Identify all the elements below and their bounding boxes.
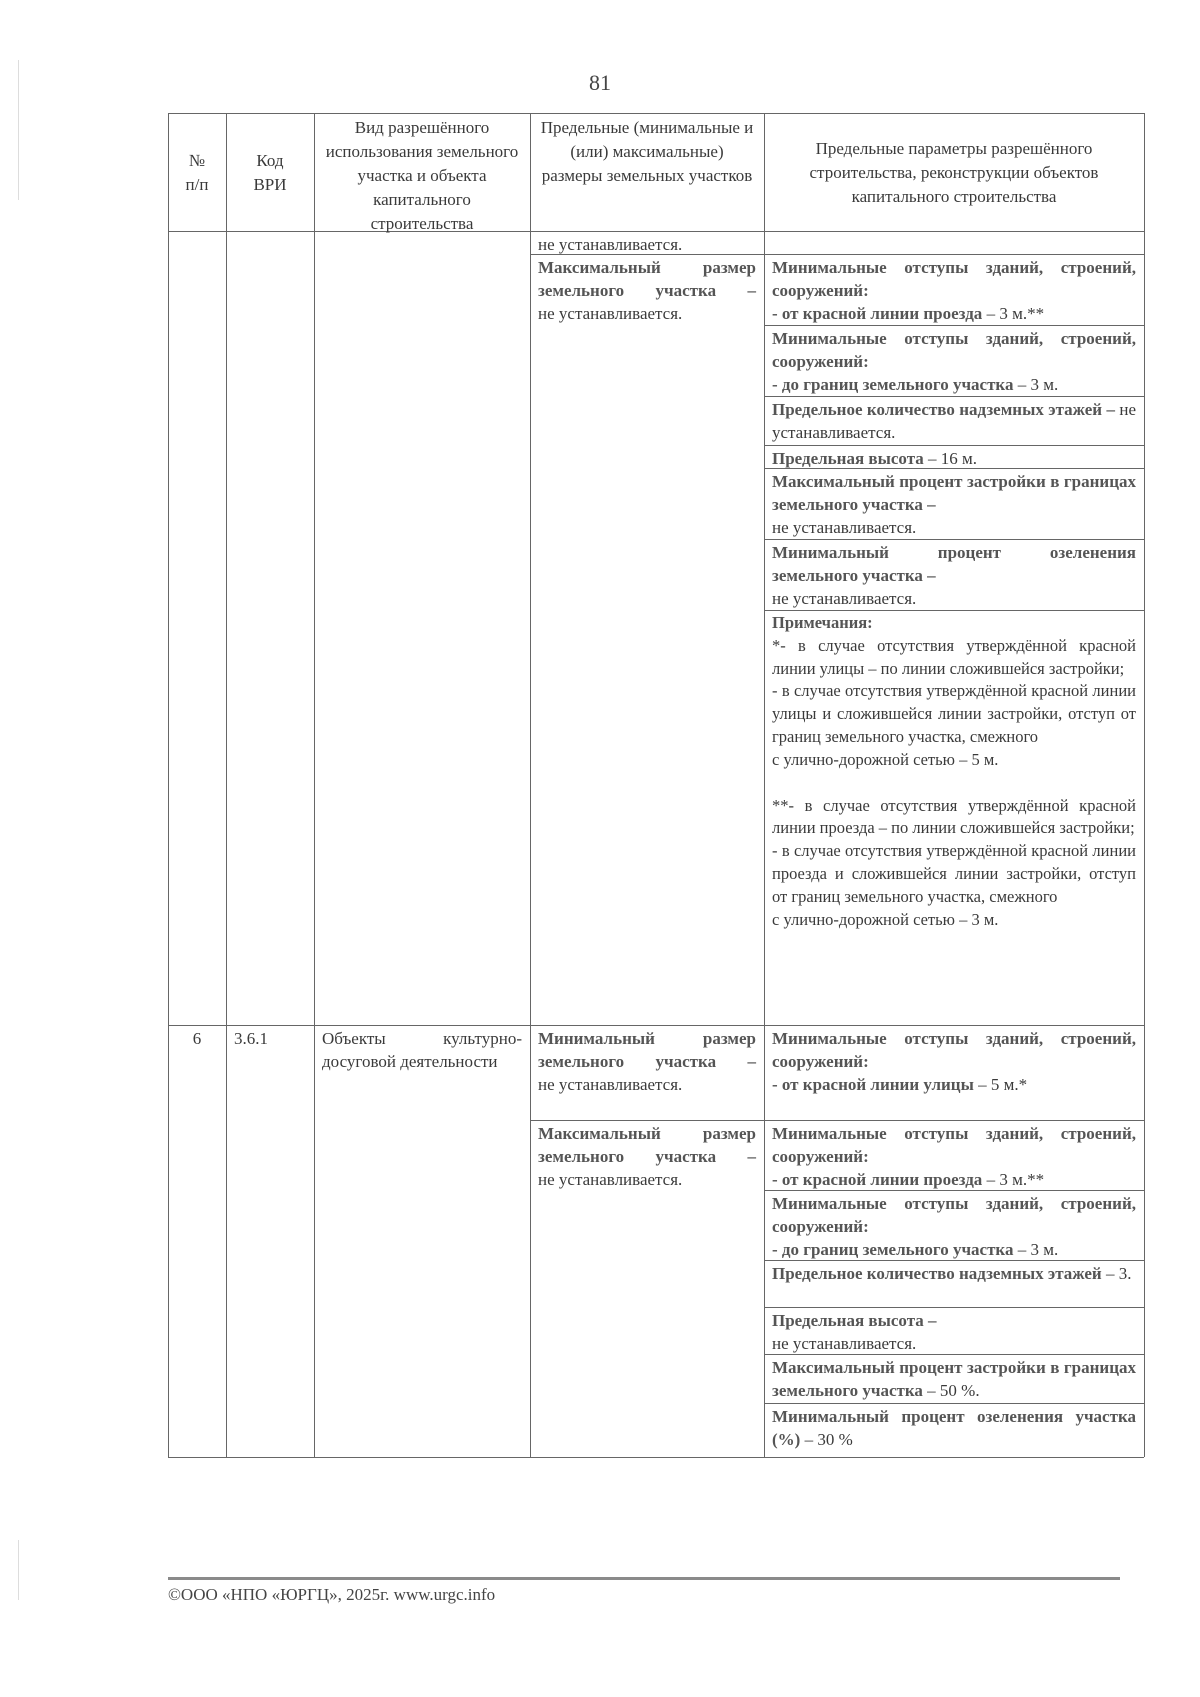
- param-max-coverage: [764, 468, 1144, 539]
- max-size-label: Максимальный размер земельного участка –: [538, 1124, 756, 1166]
- footer-rule: [168, 1577, 1120, 1580]
- param-value: не устанавливается.: [772, 400, 1136, 442]
- header-code: Код ВРИ: [253, 151, 287, 194]
- param-label: Предельная высота –: [772, 1311, 937, 1330]
- row-6-offset-passage: [764, 1120, 1144, 1191]
- row-6-min-greening: [764, 1403, 1144, 1451]
- param-value: – 30 %: [800, 1430, 853, 1449]
- land-use-table: [168, 113, 1144, 1457]
- note-text: - в случае отсутствия утверждённой красной линии улицы и сложившейся линии застройки, отступ от границ земельного участка, смежного: [772, 681, 1136, 746]
- row-6-use: Объекты культурно-досуговой деятельности: [322, 1029, 522, 1071]
- size-continued-tail: не устанавливается.: [538, 235, 683, 254]
- note-text: с улично-дорожной сетью – 3 м.: [772, 909, 999, 929]
- param-line: - от красной линии проезда: [772, 304, 983, 323]
- note-text: **- в случае отсутствия утверждённой красной линии проезда – по линии сложившейся застройки;: [772, 795, 1136, 838]
- note-text: *- в случае отсутствия утверждённой красной линии улицы – по линии сложившейся застройки;: [772, 635, 1136, 678]
- param-value: не устанавливается.: [772, 518, 917, 537]
- header-size: Предельные (минимальные и (или) максимальные) размеры земельных участков: [540, 118, 754, 185]
- row-6-code: 3.6.1: [234, 1029, 268, 1048]
- param-label: Предельное количество надземных этажей –: [772, 400, 1115, 419]
- param-value: не устанавливается.: [772, 589, 917, 608]
- row-6-floors: [764, 1260, 1144, 1285]
- page-number: 81: [589, 70, 611, 95]
- param-label: Минимальные отступы зданий, строений, сооружений:: [772, 1124, 1136, 1166]
- param-label: Минимальные отступы зданий, строений, сооружений:: [772, 1029, 1136, 1071]
- note-text: с улично-дорожной сетью – 5 м.: [772, 749, 999, 769]
- param-value: – 5 м.*: [973, 1075, 1028, 1094]
- param-value: – 3 м.**: [982, 304, 1045, 323]
- param-label: Минимальный процент озеленения участка (%): [772, 1407, 1136, 1449]
- note-text: - в случае отсутствия утверждённой красной линии проезда и сложившейся линии застройки, отступ от границ земельного участка, смежного: [772, 841, 1136, 906]
- param-label: Минимальные отступы зданий, строений, сооружений:: [772, 329, 1136, 371]
- param-height: [764, 445, 1144, 470]
- row-6-offset-boundary: [764, 1190, 1144, 1261]
- max-size-label: Максимальный размер земельного участка –: [538, 258, 756, 300]
- param-label: Минимальный процент озеленения земельного участка –: [772, 543, 1136, 585]
- param-label: Предельная высота: [772, 449, 924, 468]
- table-right-border: [1144, 113, 1145, 1457]
- param-value: – 16 м.: [923, 449, 978, 468]
- param-value: – 50 %.: [922, 1381, 980, 1400]
- col-divider: [226, 113, 227, 1457]
- param-label: Максимальный процент застройки в границах земельного участка: [772, 1358, 1136, 1400]
- row-6-min-size: [530, 1025, 764, 1096]
- row-6-num: 6: [192, 1029, 202, 1048]
- header-use: Вид разрешённого использования земельного участка и объекта капитального строительства: [325, 118, 519, 233]
- param-value: не устанавливается.: [772, 1334, 917, 1353]
- max-size-value: не устанавливается.: [538, 304, 683, 323]
- min-size-value: не устанавливается.: [538, 1075, 683, 1094]
- param-min-greening: [764, 539, 1144, 610]
- row-6-height: [764, 1307, 1144, 1355]
- param-offset-passage: [764, 254, 1144, 325]
- row-6-max-size: [530, 1120, 764, 1191]
- scan-edge-mark: [18, 60, 19, 200]
- header-num: № п/п: [185, 151, 209, 194]
- scan-edge-mark: [18, 1540, 19, 1600]
- param-line: - от красной линии проезда: [772, 1170, 983, 1189]
- row-6-max-coverage: [764, 1354, 1144, 1402]
- notes-cell: [764, 610, 1144, 931]
- table-left-border: [168, 113, 169, 1457]
- min-size-label: Минимальный размер земельного участка –: [538, 1029, 756, 1071]
- footer-copyright: ©ООО «НПО «ЮРГЦ», 2025г. www.urgc.info: [168, 1585, 496, 1604]
- table-bottom-border: [168, 1457, 1144, 1458]
- param-label: Минимальные отступы зданий, строений, сооружений:: [772, 258, 1136, 300]
- param-offset-boundary: [764, 325, 1144, 396]
- param-floors: [764, 396, 1144, 444]
- param-label: Предельное количество надземных этажей: [772, 1264, 1102, 1283]
- param-value: – 3.: [1101, 1264, 1132, 1283]
- param-value: – 3 м.: [1013, 375, 1059, 394]
- max-size-value: не устанавливается.: [538, 1170, 683, 1189]
- param-label: Минимальные отступы зданий, строений, сооружений:: [772, 1194, 1136, 1236]
- header-params: Предельные параметры разрешённого строительства, реконструкции объектов капитального строительства: [809, 139, 1099, 206]
- notes-title: Примечания:: [772, 613, 873, 632]
- param-line: - от красной линии улицы: [772, 1075, 974, 1094]
- col-divider: [314, 113, 315, 1457]
- param-line: - до границ земельного участка: [772, 375, 1014, 394]
- param-label: Максимальный процент застройки в границах земельного участка –: [772, 472, 1136, 514]
- param-value: – 3 м.: [1013, 1240, 1059, 1259]
- max-size-cell: [530, 254, 764, 325]
- row-6-offset-street: [764, 1025, 1144, 1096]
- param-value: – 3 м.**: [982, 1170, 1045, 1189]
- param-line: - до границ земельного участка: [772, 1240, 1014, 1259]
